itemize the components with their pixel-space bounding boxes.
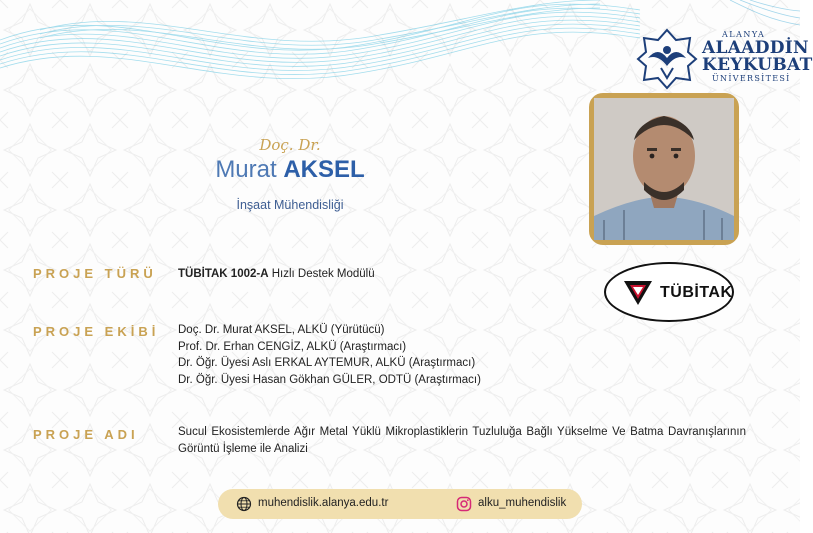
portrait-photo xyxy=(589,93,739,245)
tubitak-logo xyxy=(604,262,734,322)
university-line-4: ÜNİVERSİTESİ xyxy=(712,74,791,83)
project-type-label: PROJE TÜRÜ xyxy=(33,266,157,281)
university-line-2: ALAADDİN xyxy=(702,38,809,58)
team-member: Prof. Dr. Erhan CENGİZ, ALKÜ (Araştırmacı) xyxy=(178,340,407,353)
globe-icon xyxy=(236,496,252,512)
team-member: Doç. Dr. Murat AKSEL, ALKÜ (Yürütücü) xyxy=(178,324,385,336)
department: İnşaat Mühendisliği xyxy=(236,198,344,212)
university-line-1: ALANYA xyxy=(722,30,766,39)
project-type-value xyxy=(178,266,375,283)
portrait-illustration xyxy=(594,98,734,240)
team-member: Dr. Öğr. Üyesi Aslı ERKAL AYTEMUR, ALKÜ (Araştırmacı) xyxy=(178,357,476,369)
last-name: AKSEL xyxy=(283,156,365,183)
first-name: Murat xyxy=(215,156,277,183)
project-module: Hızlı Destek Modülü xyxy=(268,268,375,280)
tubitak-emblem-icon xyxy=(620,275,656,309)
instagram-icon xyxy=(456,496,472,512)
project-name-value: Sucul Ekosistemlerde Ağır Metal Yüklü Mikroplastiklerin Tuzluluğa Bağlı Yükselme Ve Batma Davranışlarının Görüntü İşleme ile Analizi xyxy=(178,426,746,455)
website-link[interactable]: muhendislik.alanya.edu.tr xyxy=(258,497,389,509)
university-logo xyxy=(636,28,813,90)
project-program: TÜBİTAK 1002-A xyxy=(178,268,269,280)
contact-footer xyxy=(218,489,582,519)
tubitak-logo-text: TÜBİTAK xyxy=(660,284,733,301)
person-name xyxy=(170,156,410,184)
team-member: Dr. Öğr. Üyesi Hasan Gökhan GÜLER, ODTÜ (Araştırmacı) xyxy=(178,373,481,386)
university-emblem-icon xyxy=(636,28,698,90)
project-team-list xyxy=(178,322,481,388)
university-line-3: KEYKUBAT xyxy=(702,55,813,75)
project-team-label: PROJE EKİBİ xyxy=(33,324,160,339)
academic-title: Doç. Dr. xyxy=(259,136,321,154)
project-name-label: PROJE ADI xyxy=(33,427,139,442)
instagram-handle[interactable]: alku_muhendislik xyxy=(478,497,567,509)
